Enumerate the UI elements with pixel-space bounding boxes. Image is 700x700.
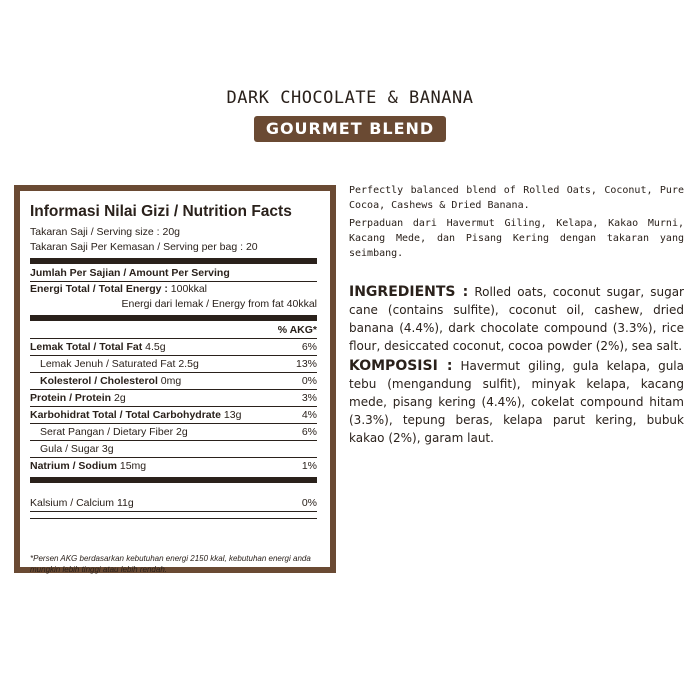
servings-per-bag: Takaran Saji Per Kemasan / Serving per bag : 20 bbox=[30, 241, 258, 253]
divider bbox=[30, 477, 317, 483]
ingredients-text: Rolled oats, coconut sugar, sugar cane (contains sulfite), coconut oil, cashew, dried banana (4.4%), dark chocolate compound (3.3%), rice flour, desiccated coconut, cocoa powder (2%), sea salt. bbox=[349, 285, 684, 353]
nutrient-label: Protein / Protein bbox=[30, 392, 112, 404]
product-info-column bbox=[349, 183, 684, 447]
nutrient-row-sugar bbox=[30, 441, 317, 458]
nutrient-row-dietary-fiber bbox=[30, 424, 317, 441]
nutrient-pct: 1% bbox=[301, 460, 317, 472]
nutrient-pct: 0% bbox=[301, 497, 317, 509]
nutrient-label: Kalsium / Calcium bbox=[30, 497, 115, 509]
nutrient-amount: 15mg bbox=[119, 460, 147, 472]
nutrient-pct: 3% bbox=[301, 392, 317, 404]
nutrient-amount: 13g bbox=[223, 409, 242, 421]
divider bbox=[30, 315, 317, 321]
divider bbox=[30, 518, 317, 519]
nutrient-row-carbohydrate bbox=[30, 407, 317, 424]
energy-from-fat: Energi dari lemak / Energy from fat 40kkal bbox=[121, 298, 317, 310]
energy-total-label: Energi Total / Total Energy : bbox=[30, 283, 168, 295]
nutrient-amount: 2.5g bbox=[178, 358, 199, 370]
akg-footnote: *Persen AKG berdasarkan kebutuhan energi 2150 kkal, kebutuhan energi anda mungkin lebih tinggi atau lebih rendah. bbox=[30, 554, 311, 574]
nutrient-pct: 6% bbox=[301, 341, 317, 353]
nutrient-label: Kolesterol / Cholesterol bbox=[40, 375, 158, 387]
nutrition-facts-panel bbox=[14, 185, 336, 573]
description-english: Perfectly balanced blend of Rolled Oats, Coconut, Pure Cocoa, Cashews & Dried Banana. bbox=[349, 185, 684, 211]
energy-total-value: 100kkal bbox=[170, 283, 207, 295]
amount-per-serving: Jumlah Per Sajian / Amount Per Serving bbox=[30, 267, 230, 279]
nutrient-row-protein bbox=[30, 390, 317, 407]
description-indonesian: Perpaduan dari Havermut Giling, Kelapa, Kakao Murni, Kacang Mede, dan Pisang Kering dengan takaran yang seimbang. bbox=[349, 218, 684, 259]
nutrient-amount: 2g bbox=[176, 426, 188, 438]
brand-header bbox=[0, 88, 700, 142]
nutrient-amount: 11g bbox=[116, 497, 134, 509]
product-name: DARK CHOCOLATE & BANANA bbox=[226, 88, 474, 108]
nutrient-amount: 3g bbox=[101, 443, 114, 455]
nutrient-label: Gula / Sugar bbox=[40, 443, 99, 455]
nutrient-label: Natrium / Sodium bbox=[30, 460, 117, 472]
nutrient-pct: 13% bbox=[295, 358, 317, 370]
nutrient-row-saturated-fat bbox=[30, 356, 317, 373]
nutrient-label: Serat Pangan / Dietary Fiber bbox=[40, 426, 174, 438]
divider bbox=[30, 258, 317, 264]
nutrient-pct: 4% bbox=[301, 409, 317, 421]
nutrient-pct: 0% bbox=[301, 375, 317, 387]
nutrient-label: Lemak Jenuh / Saturated Fat bbox=[40, 358, 176, 370]
nutrition-title: Informasi Nilai Gizi / Nutrition Facts bbox=[30, 203, 292, 220]
komposisi-heading: KOMPOSISI : bbox=[349, 358, 453, 374]
komposisi-text: Havermut giling, gula kelapa, gula tebu (mengandung sulfit), minyak kelapa, kacang mede, pisang kering (4.4%), cokelat compound hitam (3.3%), tepung beras, kelapa parut kering, bubuk kakao (2%), garam laut. bbox=[349, 359, 684, 445]
ingredients-heading: INGREDIENTS : bbox=[349, 284, 469, 300]
nutrient-amount: 2g bbox=[114, 392, 126, 404]
komposisi-block bbox=[349, 357, 684, 447]
serving-size: Takaran Saji / Serving size : 20g bbox=[30, 226, 180, 238]
nutrient-row-fat bbox=[30, 339, 317, 356]
nutrient-label: Karbohidrat Total / Total Carbohydrate bbox=[30, 409, 221, 421]
ingredients-block bbox=[349, 283, 684, 355]
energy-total bbox=[30, 282, 317, 297]
akg-header: % AKG* bbox=[30, 323, 317, 339]
nutrient-pct: 6% bbox=[301, 426, 317, 438]
nutrient-row-cholesterol bbox=[30, 373, 317, 390]
nutrient-label: Lemak Total / Total Fat bbox=[30, 341, 143, 353]
nutrient-row-calcium bbox=[30, 495, 317, 512]
product-line-badge: GOURMET BLEND bbox=[254, 116, 446, 142]
nutrient-row-sodium bbox=[30, 458, 317, 474]
nutrient-amount: 0mg bbox=[160, 375, 182, 387]
nutrient-amount: 4.5g bbox=[145, 341, 166, 353]
